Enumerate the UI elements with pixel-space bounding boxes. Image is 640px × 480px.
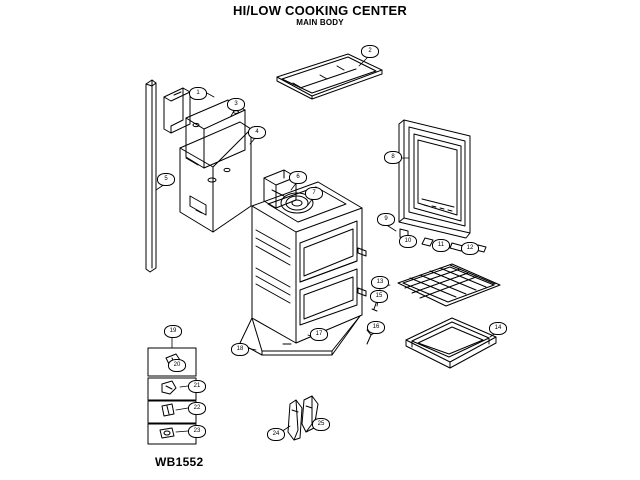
callout-22: 22 <box>188 402 206 415</box>
callout-5: 5 <box>157 173 175 186</box>
callout-17: 17 <box>310 328 328 341</box>
part-oven-cavity-body <box>252 182 366 343</box>
callout-4: 4 <box>248 126 266 139</box>
callout-6: 6 <box>289 171 307 184</box>
callout-21: 21 <box>188 380 206 393</box>
part-side-rail <box>146 80 156 272</box>
callout-18: 18 <box>231 343 249 356</box>
part-oven-rack <box>398 264 500 306</box>
callout-15: 15 <box>370 290 388 303</box>
part-back-panel <box>180 122 251 232</box>
callout-25: 25 <box>312 418 330 431</box>
callout-16: 16 <box>367 321 385 334</box>
part-oven-door <box>399 120 470 238</box>
model-code: WB1552 <box>155 455 204 469</box>
callout-14: 14 <box>489 322 507 335</box>
callout-11: 11 <box>432 239 450 252</box>
callout-13: 13 <box>371 276 389 289</box>
callout-2: 2 <box>361 45 379 58</box>
callout-24: 24 <box>267 428 285 441</box>
callout-19: 19 <box>164 325 182 338</box>
callout-20: 20 <box>168 359 186 372</box>
callout-23: 23 <box>188 425 206 438</box>
callout-7: 7 <box>305 187 323 200</box>
part-cooktop-top-panel <box>277 54 382 99</box>
callout-3: 3 <box>227 98 245 111</box>
callout-8: 8 <box>384 151 402 164</box>
page-subtitle: MAIN BODY <box>296 18 344 27</box>
callout-12: 12 <box>461 242 479 255</box>
callout-9: 9 <box>377 213 395 226</box>
callout-1: 1 <box>189 87 207 100</box>
part-bottom-panel <box>406 318 496 368</box>
page-title: HI/LOW COOKING CENTER <box>233 3 407 18</box>
part-door-hinges <box>288 396 318 440</box>
callout-10: 10 <box>399 235 417 248</box>
